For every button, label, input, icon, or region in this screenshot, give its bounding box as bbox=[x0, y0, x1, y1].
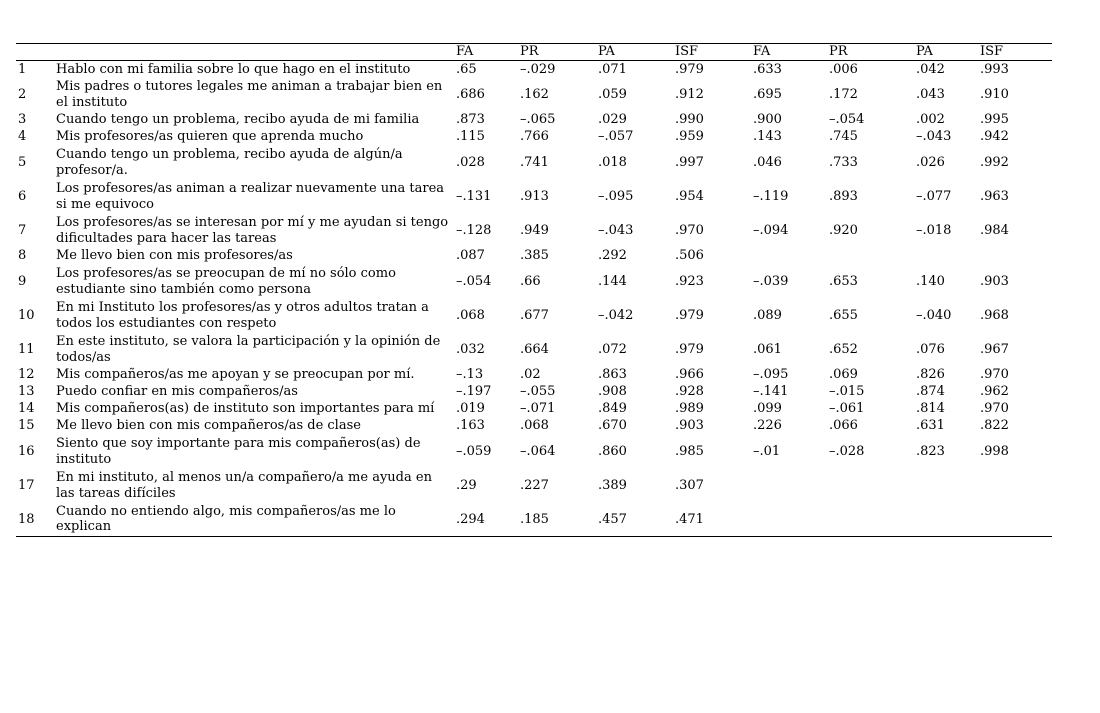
loading-value: .968 bbox=[980, 307, 1009, 323]
table-row bbox=[16, 469, 1052, 503]
loading-value bbox=[978, 469, 1052, 503]
item-number: 18 bbox=[16, 503, 54, 537]
loading-value: .686 bbox=[456, 86, 485, 102]
loading-value: .860 bbox=[598, 443, 627, 459]
loading-value: –.077 bbox=[916, 188, 952, 204]
loading-value: .226 bbox=[753, 418, 782, 434]
loading-value bbox=[914, 248, 978, 265]
loading-value: .140 bbox=[916, 273, 945, 289]
loading-value: .115 bbox=[456, 129, 485, 145]
loading-value: .984 bbox=[980, 222, 1009, 238]
loading-value: .970 bbox=[675, 222, 704, 238]
table-row bbox=[16, 61, 1052, 78]
item-text: Cuando no entiendo algo, mis compañeros/as me lo explican bbox=[54, 503, 454, 537]
loading-value: .970 bbox=[980, 367, 1009, 383]
item-number: 11 bbox=[18, 341, 35, 357]
table-row bbox=[16, 248, 1052, 265]
loading-value: .997 bbox=[675, 154, 704, 170]
item-number: 14 bbox=[18, 401, 35, 417]
item-text: Mis compañeros/as me apoyan y se preocupan por mí. bbox=[56, 367, 415, 383]
loading-value: .913 bbox=[520, 188, 549, 204]
loading-value: .633 bbox=[753, 61, 782, 77]
loading-value bbox=[751, 469, 827, 503]
loading-value: .912 bbox=[675, 86, 704, 102]
loading-value: .143 bbox=[753, 129, 782, 145]
item-text: Los profesores/as animan a realizar nuevamente una tarea si me equivoco bbox=[56, 181, 445, 212]
header-isf-2: ISF bbox=[978, 44, 1052, 61]
item-text: Puedo confiar en mis compañeros/as bbox=[56, 384, 298, 400]
item-text: Los profesores/as se preocupan de mí no sólo como estudiante sino también como persona bbox=[56, 266, 396, 297]
loading-value: –.054 bbox=[456, 273, 492, 289]
loading-value: –.040 bbox=[916, 307, 952, 323]
loading-value: .733 bbox=[829, 154, 858, 170]
loading-value: .995 bbox=[980, 112, 1009, 128]
item-number: 16 bbox=[18, 443, 35, 459]
loading-value: .741 bbox=[520, 154, 549, 170]
loading-value bbox=[914, 469, 978, 503]
table-row bbox=[16, 299, 1052, 333]
loading-value: .066 bbox=[829, 418, 858, 434]
loading-value: –.061 bbox=[829, 401, 865, 417]
loading-value: .677 bbox=[520, 307, 549, 323]
loading-value: .087 bbox=[456, 248, 485, 264]
loading-value: .942 bbox=[980, 129, 1009, 145]
loading-value: –.055 bbox=[520, 384, 556, 400]
item-number: 4 bbox=[18, 129, 27, 145]
loading-value: .998 bbox=[980, 443, 1009, 459]
loading-value: .028 bbox=[456, 154, 485, 170]
loading-value: .068 bbox=[520, 418, 549, 434]
item-number: 2 bbox=[18, 86, 27, 102]
header-row bbox=[16, 44, 1052, 61]
loading-value: .163 bbox=[456, 418, 485, 434]
loading-value: –.119 bbox=[753, 188, 789, 204]
loading-value: .928 bbox=[675, 384, 704, 400]
item-text: En este instituto, se valora la participación y la opinión de todos/as bbox=[56, 334, 441, 365]
loading-value: .814 bbox=[916, 401, 945, 417]
table-row bbox=[16, 112, 1052, 129]
loading-value bbox=[751, 248, 827, 265]
loading-value: .979 bbox=[675, 341, 704, 357]
item-number: 13 bbox=[18, 384, 35, 400]
loading-value: –.094 bbox=[753, 222, 789, 238]
loading-value: .294 bbox=[454, 503, 518, 537]
loading-value: .162 bbox=[520, 86, 549, 102]
factor-loadings-table bbox=[16, 43, 1052, 537]
table-row bbox=[16, 435, 1052, 469]
item-text: Siento que soy importante para mis compañeros(as) de instituto bbox=[56, 436, 421, 467]
item-number: 17 bbox=[18, 477, 35, 493]
table-row bbox=[16, 333, 1052, 367]
loading-value: .018 bbox=[598, 154, 627, 170]
loading-value: .059 bbox=[598, 86, 627, 102]
loading-value bbox=[914, 503, 978, 537]
item-number: 6 bbox=[18, 188, 27, 204]
loading-value: .979 bbox=[675, 61, 704, 77]
loading-value: –.131 bbox=[456, 188, 492, 204]
item-number: 10 bbox=[18, 307, 35, 323]
item-text: En mi instituto, al menos un/a compañero/a me ayuda en las tareas difíciles bbox=[56, 470, 432, 501]
loading-value: .076 bbox=[916, 341, 945, 357]
loading-value: .874 bbox=[916, 384, 945, 400]
item-text: Me llevo bien con mis profesores/as bbox=[56, 248, 293, 264]
loading-value: .652 bbox=[829, 341, 858, 357]
loading-value: .65 bbox=[456, 61, 477, 77]
loading-value: .963 bbox=[980, 188, 1009, 204]
loading-value: .002 bbox=[916, 112, 945, 128]
loading-value: .849 bbox=[598, 401, 627, 417]
item-number: 15 bbox=[18, 418, 35, 434]
header-fa-2: FA bbox=[751, 44, 827, 61]
loading-value: .900 bbox=[753, 112, 782, 128]
header-item-text bbox=[54, 44, 454, 61]
item-text: Mis profesores/as quieren que aprenda mucho bbox=[56, 129, 364, 145]
loading-value: –.095 bbox=[598, 188, 634, 204]
table-row bbox=[16, 401, 1052, 418]
item-text: Mis compañeros(as) de instituto son importantes para mí bbox=[56, 401, 435, 417]
loading-value: .227 bbox=[520, 477, 549, 493]
loading-value: .745 bbox=[829, 129, 858, 145]
loading-value: .990 bbox=[675, 112, 704, 128]
loading-value: .826 bbox=[916, 367, 945, 383]
loading-value: –.057 bbox=[598, 129, 634, 145]
loading-value: –.071 bbox=[520, 401, 556, 417]
loading-value: .042 bbox=[916, 61, 945, 77]
loading-value: .307 bbox=[675, 477, 704, 493]
loading-value: –.01 bbox=[753, 443, 781, 459]
loading-value: .962 bbox=[980, 384, 1009, 400]
loading-value: .766 bbox=[520, 129, 549, 145]
loading-value: .029 bbox=[598, 112, 627, 128]
loading-value: .006 bbox=[829, 61, 858, 77]
item-number: 7 bbox=[18, 222, 27, 238]
item-text: En mi Instituto los profesores/as y otros adultos tratan a todos los estudiantes con respeto bbox=[56, 300, 429, 331]
table-row bbox=[16, 180, 1052, 214]
loading-value: .457 bbox=[596, 503, 673, 537]
loading-value: .66 bbox=[520, 273, 541, 289]
loading-value bbox=[978, 503, 1052, 537]
loading-value: .989 bbox=[675, 401, 704, 417]
item-number: 5 bbox=[18, 154, 27, 170]
loading-value: –.015 bbox=[829, 384, 865, 400]
loading-value: –.128 bbox=[456, 222, 492, 238]
loading-value: .172 bbox=[829, 86, 858, 102]
table-row bbox=[16, 384, 1052, 401]
loading-value: –.039 bbox=[753, 273, 789, 289]
loading-value: .910 bbox=[980, 86, 1009, 102]
loading-value: .144 bbox=[598, 273, 627, 289]
loading-value: .068 bbox=[456, 307, 485, 323]
loading-value: .02 bbox=[520, 367, 541, 383]
loading-value: –.043 bbox=[598, 222, 634, 238]
loading-value: .823 bbox=[916, 443, 945, 459]
table-row bbox=[16, 146, 1052, 180]
item-text: Mis padres o tutores legales me animan a trabajar bien en el instituto bbox=[56, 79, 443, 110]
loading-value: .072 bbox=[598, 341, 627, 357]
loading-value: .695 bbox=[753, 86, 782, 102]
loading-value: –.197 bbox=[456, 384, 492, 400]
loading-value: .903 bbox=[675, 418, 704, 434]
item-text: Cuando tengo un problema, recibo ayuda de mi familia bbox=[56, 112, 420, 128]
table-row bbox=[16, 214, 1052, 248]
loading-value: .920 bbox=[829, 222, 858, 238]
table-row bbox=[16, 129, 1052, 146]
loading-value: –.059 bbox=[456, 443, 492, 459]
loading-value: .071 bbox=[598, 61, 627, 77]
loading-value: .292 bbox=[598, 248, 627, 264]
loading-value: .863 bbox=[598, 367, 627, 383]
loading-value: .046 bbox=[753, 154, 782, 170]
loading-value: –.054 bbox=[829, 112, 865, 128]
loading-value: .822 bbox=[980, 418, 1009, 434]
loading-value bbox=[751, 503, 827, 537]
loading-value: .043 bbox=[916, 86, 945, 102]
header-pr-2: PR bbox=[827, 44, 914, 61]
loading-value: .979 bbox=[675, 307, 704, 323]
item-text: Cuando tengo un problema, recibo ayuda de algún/a profesor/a. bbox=[56, 147, 403, 178]
item-text: Hablo con mi familia sobre lo que hago en el instituto bbox=[56, 61, 411, 77]
loading-value: .032 bbox=[456, 341, 485, 357]
loading-value bbox=[827, 469, 914, 503]
item-number: 1 bbox=[18, 61, 27, 77]
item-number: 12 bbox=[18, 367, 35, 383]
header-isf-1: ISF bbox=[673, 44, 751, 61]
loading-value: .893 bbox=[829, 188, 858, 204]
loading-value: .653 bbox=[829, 273, 858, 289]
loading-value bbox=[978, 248, 1052, 265]
loading-value: .954 bbox=[675, 188, 704, 204]
loading-value: .966 bbox=[675, 367, 704, 383]
header-pa-2: PA bbox=[914, 44, 978, 61]
header-pa-1: PA bbox=[596, 44, 673, 61]
loading-value: .631 bbox=[916, 418, 945, 434]
header-fa-1: FA bbox=[454, 44, 518, 61]
loading-value: .664 bbox=[520, 341, 549, 357]
loading-value: –.043 bbox=[916, 129, 952, 145]
loading-value: .923 bbox=[675, 273, 704, 289]
loading-value: .967 bbox=[980, 341, 1009, 357]
header-pr-1: PR bbox=[518, 44, 596, 61]
table-body bbox=[16, 61, 1052, 537]
loading-value: .061 bbox=[753, 341, 782, 357]
loading-value: .873 bbox=[456, 112, 485, 128]
loading-value: .026 bbox=[916, 154, 945, 170]
loading-value: .089 bbox=[753, 307, 782, 323]
loading-value: –.018 bbox=[916, 222, 952, 238]
table-row bbox=[16, 503, 1052, 537]
loading-value: .903 bbox=[980, 273, 1009, 289]
loading-value: –.141 bbox=[753, 384, 789, 400]
loading-value: .655 bbox=[829, 307, 858, 323]
header-item-number bbox=[16, 44, 54, 61]
loading-value: .29 bbox=[456, 477, 477, 493]
loading-value bbox=[827, 248, 914, 265]
item-number: 3 bbox=[18, 112, 27, 128]
loading-value: .019 bbox=[456, 401, 485, 417]
loading-value: –.028 bbox=[829, 443, 865, 459]
loading-value: .099 bbox=[753, 401, 782, 417]
item-number: 8 bbox=[18, 248, 27, 264]
loading-value: –.095 bbox=[753, 367, 789, 383]
table-row bbox=[16, 367, 1052, 384]
loading-value: –.13 bbox=[456, 367, 484, 383]
loading-value: .185 bbox=[518, 503, 596, 537]
table-row bbox=[16, 78, 1052, 112]
loading-value: .908 bbox=[598, 384, 627, 400]
item-number: 9 bbox=[18, 273, 27, 289]
loading-value: .506 bbox=[675, 248, 704, 264]
item-text: Los profesores/as se interesan por mí y me ayudan si tengo dificultades para hacer las tareas bbox=[56, 215, 449, 246]
loading-value: .471 bbox=[673, 503, 751, 537]
loading-value: .970 bbox=[980, 401, 1009, 417]
table-row bbox=[16, 265, 1052, 299]
loading-value bbox=[827, 503, 914, 537]
loading-value: –.065 bbox=[520, 112, 556, 128]
loading-value: .985 bbox=[675, 443, 704, 459]
loading-value: .069 bbox=[829, 367, 858, 383]
loading-value: .949 bbox=[520, 222, 549, 238]
loading-value: .389 bbox=[598, 477, 627, 493]
loading-value: .670 bbox=[598, 418, 627, 434]
table-row bbox=[16, 418, 1052, 435]
loading-value: –.029 bbox=[520, 61, 556, 77]
item-text: Me llevo bien con mis compañeros/as de clase bbox=[56, 418, 361, 434]
loading-value: .992 bbox=[980, 154, 1009, 170]
loading-value: –.064 bbox=[520, 443, 556, 459]
loading-value: .959 bbox=[675, 129, 704, 145]
loading-value: –.042 bbox=[598, 307, 634, 323]
loading-value: .993 bbox=[980, 61, 1009, 77]
loading-value: .385 bbox=[520, 248, 549, 264]
